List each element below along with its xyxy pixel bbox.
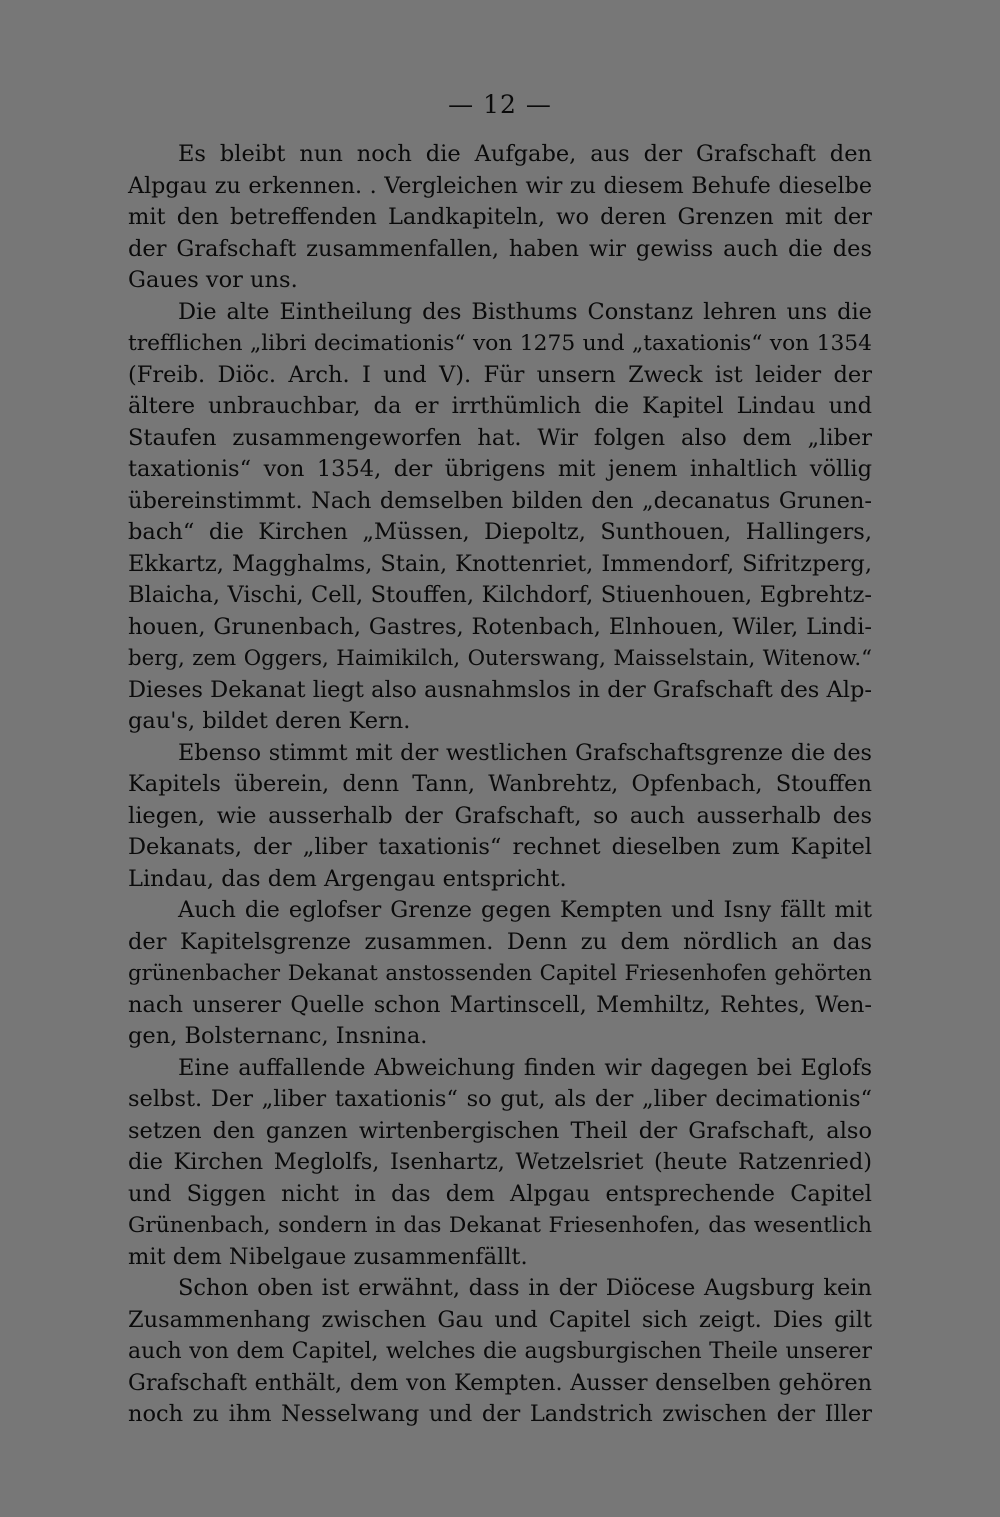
text-line: Dekanats, der „liber taxationis“ rechnet dieselben zum Kapitel [128,834,872,860]
text-line: die Kirchen Meglolfs, Isenhartz, Wetzelsriet (heute Ratzenried) [128,1149,872,1175]
body-text [128,139,872,1431]
text-line: gen, Bolsternanc, Insnina. [128,1023,428,1049]
text-line: Dieses Dekanat liegt also ausnahmslos in der Grafschaft des Alp- [128,676,872,703]
text-line: Blaicha, Vischi, Cell, Stouffen, Kilchdorf, Stiuenhouen, Egbrehtz- [128,582,872,608]
text-line: (Freib. Diöc. Arch. I und V). Für unsern Zweck ist leider der [128,361,872,388]
text-line: der Grafschaft zusammenfallen, haben wir gewiss auch die des [128,235,872,262]
text-line: auch von dem Capitel, welches die augsburgischen Theile unserer [128,1339,872,1364]
text-line: Alpgau zu erkennen. . Vergleichen wir zu diesem Behufe dieselbe [128,172,872,199]
text-line: übereinstimmt. Nach demselben bilden den „decanatus Grunen- [128,487,872,514]
paragraph-6 [128,1273,872,1431]
text-line: houen, Grunenbach, Gastres, Rotenbach, Elnhouen, Wiler, Lindi- [128,613,872,640]
text-line: liegen, wie ausserhalb der Grafschaft, so auch ausserhalb des [128,802,872,829]
text-line: Es bleibt nun noch die Aufgabe, aus der Grafschaft den [178,141,872,167]
text-line: Gaues vor uns. [128,267,298,293]
text-line: Ekkartz, Magghalms, Stain, Knottenriet, Immendorf, Sifritzperg, [128,550,872,577]
paragraph-4 [128,895,872,1053]
text-line: Kapitels überein, denn Tann, Wanbrehtz, Opfenbach, Stouffen [128,771,872,797]
text-line: Ebenso stimmt mit der westlichen Grafschaftsgrenze die des [178,739,872,766]
paragraph-5 [128,1053,872,1274]
text-line: bach“ die Kirchen „Müssen, Diepoltz, Sunthouen, Hallingers, [128,519,872,545]
text-line: setzen den ganzen wirtenbergischen Theil der Grafschaft, also [128,1117,872,1144]
paragraph-1 [128,139,872,297]
text-line: mit dem Nibelgaue zusammenfällt. [128,1243,528,1270]
text-line: Die alte Eintheilung des Bisthums Constanz lehren uns die [178,298,872,325]
text-line: grünenbacher Dekanat anstossenden Capitel Friesenhofen gehörten [128,961,872,986]
text-line: Zusammenhang zwischen Gau und Capitel sich zeigt. Dies gilt [128,1306,872,1333]
text-line: und Siggen nicht in das dem Alpgau entsprechende Capitel [128,1180,872,1207]
text-line: mit den betreffenden Landkapiteln, wo deren Grenzen mit der [128,204,872,230]
text-line: Staufen zusammengeworfen hat. Wir folgen also dem „liber [128,424,872,451]
text-line: trefflichen „libri decimationis“ von 1275 und „taxationis“ von 1354 [128,331,872,356]
text-line: taxationis“ von 1354, der übrigens mit jenem inhaltlich völlig [128,456,872,482]
text-line: Auch die eglofser Grenze gegen Kempten und Isny fällt mit [178,897,872,923]
text-line: Eine auffallende Abweichung finden wir dagegen bei Eglofs [178,1054,872,1081]
text-line: nach unserer Quelle schon Martinscell, Memhiltz, Rehtes, Wen- [128,991,872,1018]
text-line: selbst. Der „liber taxationis“ so gut, als der „liber decimationis“ [128,1086,872,1112]
text-line: Schon oben ist erwähnt, dass in der Diöcese Augsburg kein [178,1275,872,1301]
paragraph-2 [128,297,872,738]
paragraph-3 [128,738,872,896]
text-line: gau's, bildet deren Kern. [128,708,411,734]
text-line: Grünenbach, sondern in das Dekanat Friesenhofen, das wesentlich [128,1213,872,1238]
text-line: der Kapitelsgrenze zusammen. Denn zu dem nördlich an das [128,928,872,955]
page-number: — 12 — [448,90,552,119]
text-line: berg, zem Oggers, Haimikilch, Outerswang, Maisselstain, Witenow.“ [128,646,872,671]
text-line: noch zu ihm Nesselwang und der Landstrich zwischen der Iller [128,1401,872,1427]
text-line: ältere unbrauchbar, da er irrthümlich die Kapitel Lindau und [128,393,872,419]
text-line: Grafschaft enthält, dem von Kempten. Ausser denselben gehören [128,1369,872,1396]
text-line: Lindau, das dem Argengau entspricht. [128,865,567,892]
